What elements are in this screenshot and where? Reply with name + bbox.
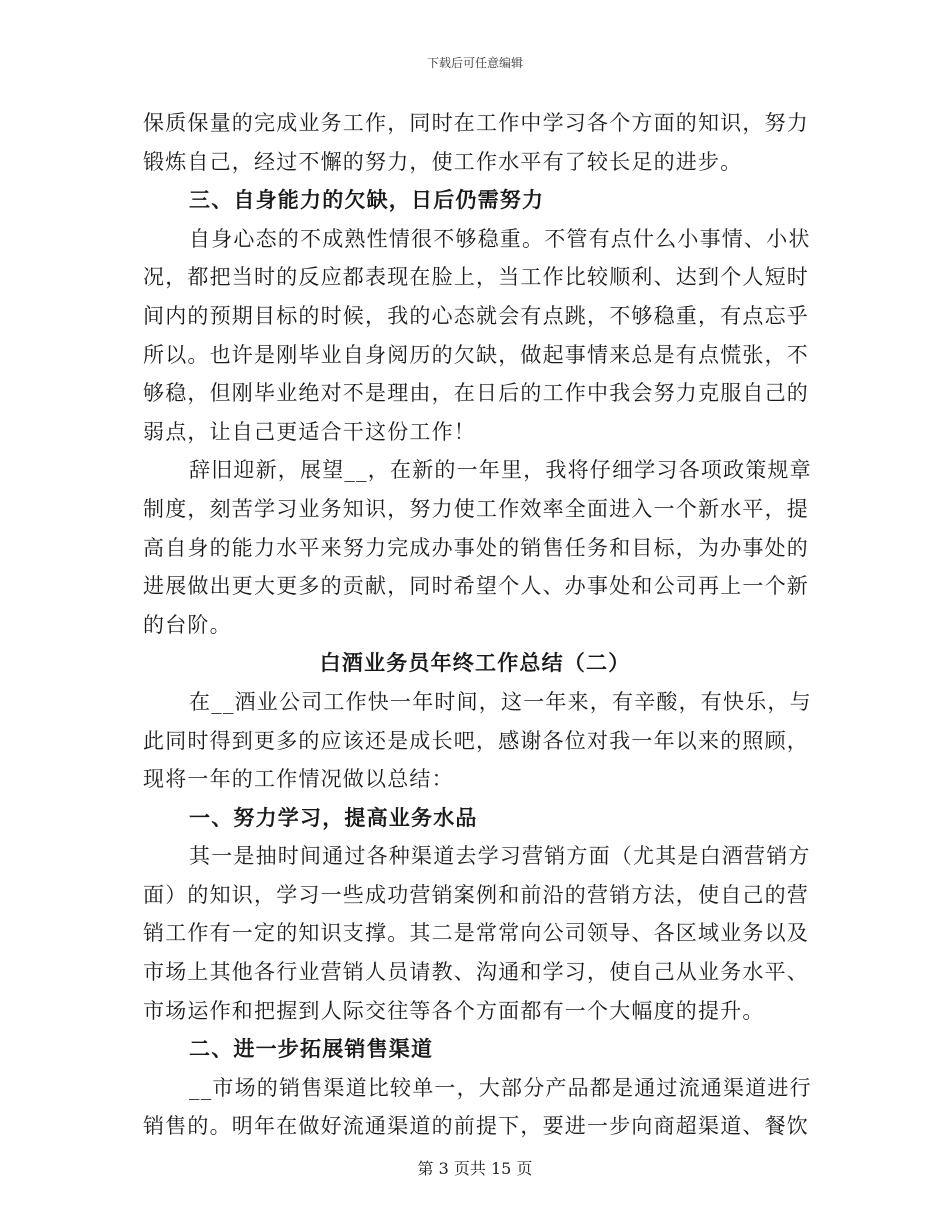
paragraph-line: 够稳，但刚毕业绝对不是理由，在日后的工作中我会努力克服自己的 <box>143 381 809 406</box>
paragraph-line: 保质保量的完成业务工作，同时在工作中学习各个方面的知识，努力 <box>143 111 809 135</box>
paragraph-line: 制度，刻苦学习业务知识，努力使工作效率全面进入一个新水平，提 <box>143 496 809 521</box>
paragraph-line: 锻炼自己，经过不懈的努力，使工作水平有了较长足的进步。 <box>143 149 743 174</box>
paragraph-line: 弱点，让自己更适合干这份工作！ <box>143 419 476 444</box>
paragraph-line: 辞旧迎新，展望__，在新的一年里，我将仔细学习各项政策规章 <box>189 458 812 483</box>
paragraph-line: 进展做出更大更多的贡献，同时希望个人、办事处和公司再上一个新 <box>143 574 809 599</box>
paragraph-line: 现将一年的工作情况做以总结： <box>143 767 454 792</box>
paragraph-line: 其一是抽时间通过各种渠道去学习营销方面（尤其是白酒营销方 <box>189 844 811 869</box>
page-footer: 第 3 页共 15 页 <box>417 1159 533 1178</box>
paragraph-line: 销工作有一定的知识支撑。其二是常常向公司领导、各区域业务以及 <box>143 921 809 946</box>
paragraph-line: 的台阶。 <box>143 612 232 637</box>
document-title: 白酒业务员年终工作总结（二） <box>319 650 631 676</box>
section-heading: 三、自身能力的欠缺，日后仍需努力 <box>189 187 545 213</box>
paragraph-line: 所以。也许是刚毕业自身阅历的欠缺，做起事情来总是有点慌张，不 <box>143 342 809 367</box>
section-heading: 二、进一步拓展销售渠道 <box>189 1036 434 1062</box>
paragraph-line: 此同时得到更多的应该还是成长吧，感谢各位对我一年以来的照顾， <box>143 728 809 753</box>
paragraph-line: 自身心态的不成熟性情很不够稳重。不管有点什么小事情、小状 <box>189 226 811 251</box>
paragraph-line: 市场运作和把握到人际交往等各个方面都有一个大幅度的提升。 <box>143 998 765 1023</box>
page-header: 下载后可任意编辑 <box>426 56 523 70</box>
paragraph-line: __市场的销售渠道比较单一，大部分产品都是通过流通渠道进行 <box>189 1075 812 1100</box>
paragraph-line: 市场上其他各行业营销人员请教、沟通和学习，使自己从业务水平、 <box>143 960 809 985</box>
section-heading: 一、努力学习，提高业务水品 <box>189 804 478 830</box>
paragraph-line: 况，都把当时的反应都表现在脸上，当工作比较顺利、达到个人短时 <box>143 265 809 290</box>
paragraph-line: 销售的。明年在做好流通渠道的前提下，要进一步向商超渠道、餐饮 <box>143 1114 809 1139</box>
paragraph-line: 高自身的能力水平来努力完成办事处的销售任务和目标，为办事处的 <box>143 535 809 560</box>
paragraph-line: 在__酒业公司工作快一年时间，这一年来，有辛酸，有快乐，与 <box>189 689 812 714</box>
paragraph-line: 间内的预期目标的时候，我的心态就会有点跳，不够稳重，有点忘乎 <box>143 303 809 328</box>
paragraph-line: 面）的知识，学习一些成功营销案例和前沿的营销方法，使自己的营 <box>143 882 809 907</box>
document-body <box>143 104 812 1146</box>
